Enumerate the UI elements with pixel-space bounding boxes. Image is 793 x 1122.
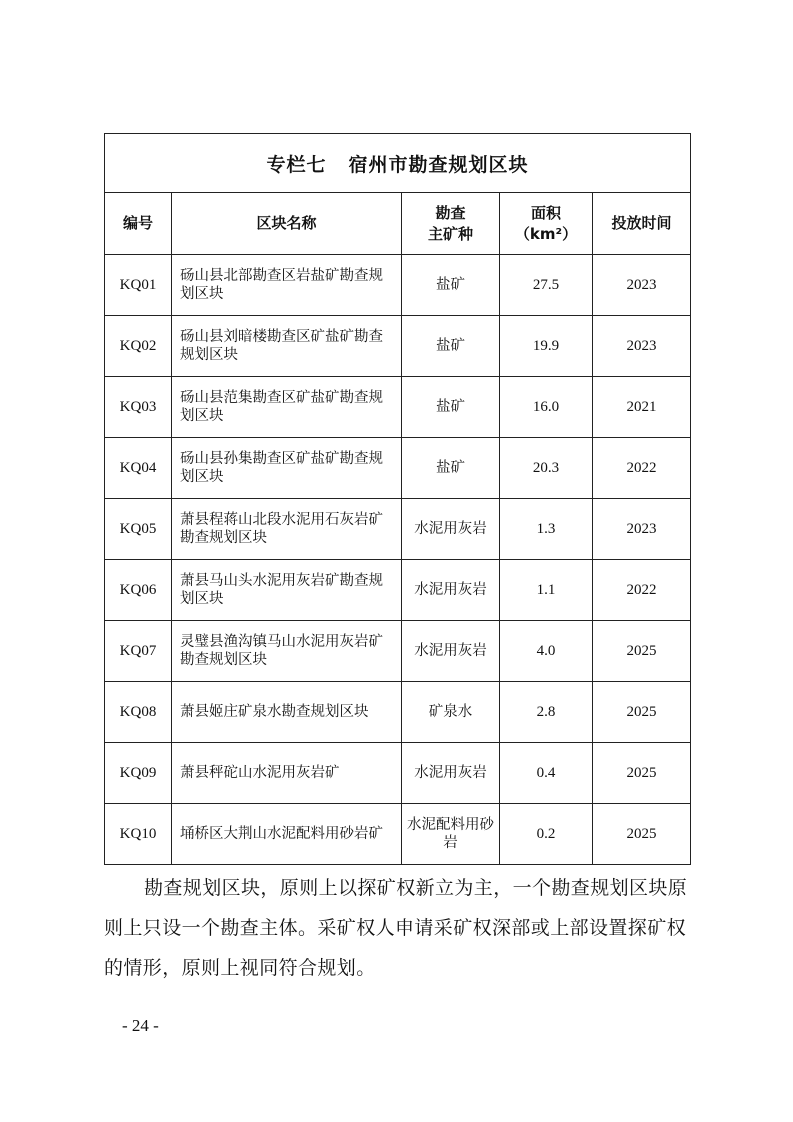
table-title: [105, 134, 691, 193]
cell-area: 20.3: [500, 438, 593, 499]
cell-block-name: 砀山县刘暗楼勘查区矿盐矿勘查规划区块: [172, 316, 402, 377]
cell-mineral: 水泥用灰岩: [402, 560, 500, 621]
cell-block-name: 埇桥区大荆山水泥配料用砂岩矿: [172, 804, 402, 865]
exploration-blocks-table: [104, 133, 691, 865]
header-area-line1: 面积: [530, 203, 561, 222]
title-text: 宿州市勘查规划区块: [348, 153, 529, 176]
cell-area: 1.3: [500, 499, 593, 560]
table-row: [105, 499, 691, 560]
cell-code: KQ05: [105, 499, 172, 560]
table-row: [105, 377, 691, 438]
cell-year: 2022: [593, 438, 691, 499]
cell-area: 27.5: [500, 255, 593, 316]
cell-mineral: 盐矿: [402, 377, 500, 438]
header-mineral-line2: 主矿种: [427, 224, 473, 243]
cell-code: KQ06: [105, 560, 172, 621]
cell-year: 2025: [593, 682, 691, 743]
cell-block-name: 砀山县孙集勘查区矿盐矿勘查规划区块: [172, 438, 402, 499]
cell-block-name: 萧县姬庄矿泉水勘查规划区块: [172, 682, 402, 743]
cell-mineral: 水泥用灰岩: [402, 621, 500, 682]
cell-block-name: 萧县马山头水泥用灰岩矿勘查规划区块: [172, 560, 402, 621]
cell-code: KQ09: [105, 743, 172, 804]
cell-code: KQ03: [105, 377, 172, 438]
cell-area: 2.8: [500, 682, 593, 743]
cell-year: 2022: [593, 560, 691, 621]
table-row: [105, 804, 691, 865]
cell-mineral: 盐矿: [402, 438, 500, 499]
cell-year: 2021: [593, 377, 691, 438]
cell-code: KQ08: [105, 682, 172, 743]
header-code: 编号: [105, 193, 172, 255]
cell-area: 1.1: [500, 560, 593, 621]
cell-area: 19.9: [500, 316, 593, 377]
header-mineral: [402, 193, 500, 255]
cell-year: 2023: [593, 316, 691, 377]
table-row: [105, 438, 691, 499]
cell-mineral: 水泥配料用砂岩: [402, 804, 500, 865]
cell-mineral: 盐矿: [402, 255, 500, 316]
cell-code: KQ04: [105, 438, 172, 499]
cell-area: 0.2: [500, 804, 593, 865]
cell-code: KQ07: [105, 621, 172, 682]
cell-code: KQ01: [105, 255, 172, 316]
cell-block-name: 灵璧县渔沟镇马山水泥用灰岩矿勘查规划区块: [172, 621, 402, 682]
table-row: [105, 621, 691, 682]
cell-area: 0.4: [500, 743, 593, 804]
header-area-line2: （km²）: [514, 224, 578, 243]
table-row: [105, 560, 691, 621]
cell-year: 2025: [593, 621, 691, 682]
body-paragraph: 勘查规划区块，原则上以探矿权新立为主，一个勘查规划区块原则上只设一个勘查主体。采矿权人申请采矿权深部或上部设置探矿权的情形，原则上视同符合规划。: [104, 877, 688, 979]
cell-area: 16.0: [500, 377, 593, 438]
header-area: [500, 193, 593, 255]
cell-mineral: 矿泉水: [402, 682, 500, 743]
header-mineral-line1: 勘查: [435, 203, 466, 222]
page-number: - 24 -: [122, 1016, 159, 1035]
cell-mineral: 水泥用灰岩: [402, 499, 500, 560]
title-column-number: 专栏七: [266, 153, 327, 176]
table-row: [105, 743, 691, 804]
cell-mineral: 水泥用灰岩: [402, 743, 500, 804]
cell-code: KQ10: [105, 804, 172, 865]
cell-year: 2025: [593, 743, 691, 804]
cell-year: 2023: [593, 499, 691, 560]
cell-year: 2023: [593, 255, 691, 316]
cell-area: 4.0: [500, 621, 593, 682]
cell-block-name: 萧县程蒋山北段水泥用石灰岩矿勘查规划区块: [172, 499, 402, 560]
table-header-row: [105, 193, 691, 255]
cell-mineral: 盐矿: [402, 316, 500, 377]
cell-block-name: 砀山县北部勘查区岩盐矿勘查规划区块: [172, 255, 402, 316]
table-row: [105, 255, 691, 316]
header-name: 区块名称: [172, 193, 402, 255]
cell-block-name: 萧县秤砣山水泥用灰岩矿: [172, 743, 402, 804]
table-row: [105, 316, 691, 377]
cell-code: KQ02: [105, 316, 172, 377]
header-year: 投放时间: [593, 193, 691, 255]
cell-block-name: 砀山县范集勘查区矿盐矿勘查规划区块: [172, 377, 402, 438]
table-row: [105, 682, 691, 743]
cell-year: 2025: [593, 804, 691, 865]
